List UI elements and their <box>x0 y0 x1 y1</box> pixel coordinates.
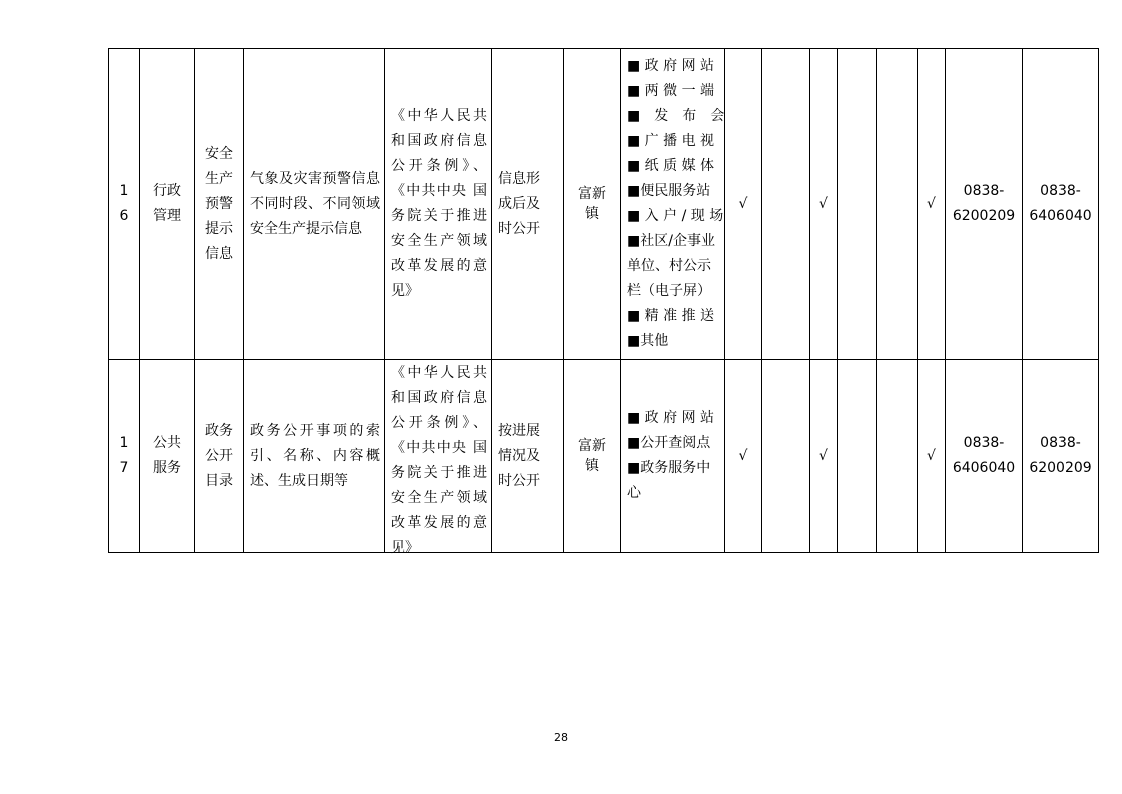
table-row <box>109 360 1099 553</box>
subject-cell: 富新 镇 <box>564 49 621 360</box>
check-cell: √ <box>725 360 762 553</box>
content-cell: 政务公开事项的索引、名称、内容概述、生成日期等 <box>244 360 385 553</box>
item-cell: 安全 生产 预警 提示 信息 <box>195 49 244 360</box>
check-cell <box>838 49 877 360</box>
check-cell <box>762 360 810 553</box>
phone-cell: 0838- 6406040 <box>1023 49 1099 360</box>
subject-cell: 富新 镇 <box>564 360 621 553</box>
disclosure-table <box>108 48 1099 556</box>
check-cell: √ <box>725 49 762 360</box>
check-cell <box>877 360 918 553</box>
basis-cell: 《中华人民共和国政府信息公开条例》、《中共中央 国务院关于推进安全生产领域改革发展的意见》 <box>385 49 492 360</box>
phone-cell: 0838- 6406040 <box>946 360 1023 553</box>
check-cell: √ <box>918 49 946 360</box>
channels-cell: ■ 政 府 网 站 ■公开查阅点 ■政务服务中 心 <box>621 360 725 553</box>
timing-cell: 按进展 情况及 时公开 <box>492 360 564 553</box>
phone-cell: 0838- 6200209 <box>946 49 1023 360</box>
category-cell: 行政 管理 <box>140 49 195 360</box>
check-cell: √ <box>810 360 838 553</box>
check-cell <box>762 49 810 360</box>
category-cell: 公共 服务 <box>140 360 195 553</box>
item-cell: 政务 公开 目录 <box>195 360 244 553</box>
table-row <box>109 49 1099 360</box>
channels-cell: ■ 政 府 网 站 ■ 两 微 一 端 ■ 发 布 会 ■ 广 播 电 视 ■ 纸 质 媒 体 ■便民服务站 ■ 入 户 / 现 场 ■社区/企事业 单位、村公示 栏（电子屏） ■ 精 准 推 送 ■其他 <box>621 49 725 360</box>
sequence-cell: 1 7 <box>109 360 140 553</box>
check-cell: √ <box>918 360 946 553</box>
check-cell <box>838 360 877 553</box>
basis-cell: 《中华人民共和国政府信息公开条例》、《中共中央 国务院关于推进安全生产领域改革发展的意见》 <box>385 360 492 553</box>
phone-cell: 0838- 6200209 <box>1023 360 1099 553</box>
sequence-cell: 1 6 <box>109 49 140 360</box>
timing-cell: 信息形 成后及 时公开 <box>492 49 564 360</box>
page-number: 28 <box>554 731 568 744</box>
content-cell: 气象及灾害预警信息 不同时段、不同领域安全生产提示信息 <box>244 49 385 360</box>
check-cell: √ <box>810 49 838 360</box>
check-cell <box>877 49 918 360</box>
